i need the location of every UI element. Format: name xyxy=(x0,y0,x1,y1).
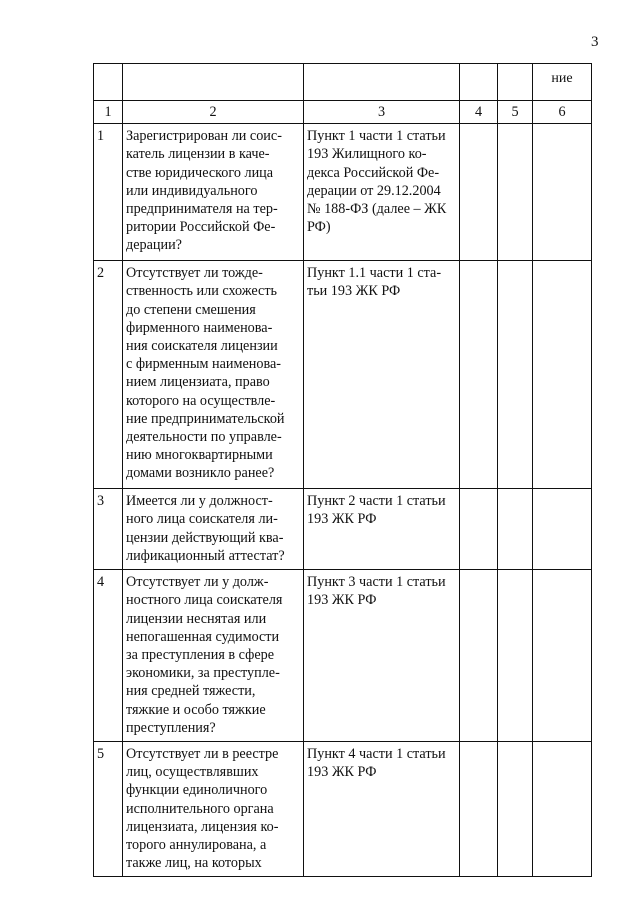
question-line: ние предпринимательской xyxy=(126,410,285,427)
legal-basis-cell xyxy=(304,742,460,877)
question-line: преступления? xyxy=(126,719,216,736)
header-cell xyxy=(94,64,123,101)
column-number: 1 xyxy=(94,101,123,124)
basis-line: Пункт 1.1 части 1 ста- xyxy=(307,265,442,282)
header-cell xyxy=(304,64,460,101)
question-line: ния соискателя лицензии xyxy=(126,338,278,355)
basis-line: 193 Жилищного ко- xyxy=(307,146,427,163)
answer-no-cell xyxy=(498,124,533,261)
table-row xyxy=(94,742,592,877)
header-cell xyxy=(498,64,533,101)
question-line: фирменного наименова- xyxy=(126,319,273,336)
table-row xyxy=(94,570,592,742)
question-line: деятельности по управле- xyxy=(126,429,282,446)
legal-basis-cell xyxy=(304,261,460,489)
question-line: лиц, осуществлявших xyxy=(126,764,259,781)
answer-no-cell xyxy=(498,742,533,877)
question-line: за преступления в сфере xyxy=(126,647,275,664)
note-cell xyxy=(533,124,592,261)
basis-line: 193 ЖК РФ xyxy=(307,764,377,781)
question-cell xyxy=(123,742,304,877)
answer-no-cell xyxy=(498,261,533,489)
answer-yes-cell xyxy=(460,124,498,261)
question-line: предпринимателя на тер- xyxy=(126,201,278,218)
column-number: 4 xyxy=(460,101,498,124)
header-cell xyxy=(123,64,304,101)
question-line: Отсутствует ли в реестре xyxy=(126,746,279,763)
checklist-table xyxy=(93,63,592,877)
basis-line: Пункт 2 части 1 статьи xyxy=(307,493,446,510)
question-line: дерации? xyxy=(126,237,182,254)
question-line: с фирменным наименова- xyxy=(126,356,282,373)
question-line: нию многоквартирными xyxy=(126,447,273,464)
row-number: 3 xyxy=(94,489,123,570)
note-cell xyxy=(533,489,592,570)
header-cell: ние xyxy=(533,64,592,101)
question-line: Имеется ли у должност- xyxy=(126,493,273,510)
answer-no-cell xyxy=(498,489,533,570)
legal-basis-cell xyxy=(304,570,460,742)
question-line: функции единоличного xyxy=(126,782,268,799)
question-line: ритории Российской Фе- xyxy=(126,219,276,236)
page-number: 3 xyxy=(591,34,599,50)
question-line: домами возникло ранее? xyxy=(126,465,275,482)
question-line: Отсутствует ли у долж- xyxy=(126,574,269,591)
note-cell xyxy=(533,261,592,489)
question-line: лификационный аттестат? xyxy=(126,547,285,564)
basis-line: Пункт 4 части 1 статьи xyxy=(307,746,446,763)
answer-no-cell xyxy=(498,570,533,742)
answer-yes-cell xyxy=(460,570,498,742)
question-line: нием лицензиата, право xyxy=(126,374,270,391)
question-line: экономики, за преступле- xyxy=(126,665,280,682)
question-line: Отсутствует ли тожде- xyxy=(126,265,263,282)
question-line: исполнительного органа xyxy=(126,800,274,817)
carry-over-header-row xyxy=(94,64,592,101)
column-number: 6 xyxy=(533,101,592,124)
answer-yes-cell xyxy=(460,742,498,877)
column-number: 5 xyxy=(498,101,533,124)
basis-line: Пункт 3 части 1 статьи xyxy=(307,574,446,591)
question-cell xyxy=(123,261,304,489)
question-line: непогашенная судимости xyxy=(126,628,280,645)
question-line: или индивидуального xyxy=(126,182,258,199)
legal-basis-cell xyxy=(304,124,460,261)
basis-line: № 188-ФЗ (далее – ЖК xyxy=(307,201,447,218)
question-line: которого на осуществле- xyxy=(126,392,276,409)
question-line: торого аннулирована, а xyxy=(126,837,267,854)
column-number: 2 xyxy=(123,101,304,124)
question-line: ственность или схожесть xyxy=(126,283,278,300)
basis-line: Пункт 1 части 1 статьи xyxy=(307,128,446,145)
answer-yes-cell xyxy=(460,489,498,570)
question-cell xyxy=(123,124,304,261)
question-line: цензии действующий ква- xyxy=(126,529,284,546)
question-cell xyxy=(123,489,304,570)
table-row xyxy=(94,489,592,570)
basis-line: 193 ЖК РФ xyxy=(307,592,377,609)
question-line: Зарегистрирован ли соис- xyxy=(126,128,282,145)
question-line: лицензии неснятая или xyxy=(126,610,267,627)
note-cell xyxy=(533,742,592,877)
answer-yes-cell xyxy=(460,261,498,489)
basis-line: РФ) xyxy=(307,219,331,236)
table-row xyxy=(94,124,592,261)
question-line: ния средней тяжести, xyxy=(126,683,256,700)
question-line: катель лицензии в каче- xyxy=(126,146,270,163)
header-cell xyxy=(460,64,498,101)
question-line: ного лица соискателя ли- xyxy=(126,511,278,528)
table-row xyxy=(94,261,592,489)
question-line: ностного лица соискателя xyxy=(126,592,283,609)
row-number: 1 xyxy=(94,124,123,261)
question-line: до степени смешения xyxy=(126,301,256,318)
basis-line: 193 ЖК РФ xyxy=(307,511,377,528)
basis-line: декса Российской Фе- xyxy=(307,164,440,181)
question-line: также лиц, на которых xyxy=(126,855,262,872)
question-line: лицензиата, лицензия ко- xyxy=(126,818,279,835)
basis-line: дерации от 29.12.2004 xyxy=(307,182,441,199)
legal-basis-cell xyxy=(304,489,460,570)
question-line: тяжкие и особо тяжкие xyxy=(126,701,266,718)
row-number: 2 xyxy=(94,261,123,489)
column-number-row xyxy=(94,101,592,124)
question-cell xyxy=(123,570,304,742)
basis-line: тьи 193 ЖК РФ xyxy=(307,283,401,300)
row-number: 5 xyxy=(94,742,123,877)
row-number: 4 xyxy=(94,570,123,742)
question-line: стве юридического лица xyxy=(126,164,274,181)
note-cell xyxy=(533,570,592,742)
column-number: 3 xyxy=(304,101,460,124)
